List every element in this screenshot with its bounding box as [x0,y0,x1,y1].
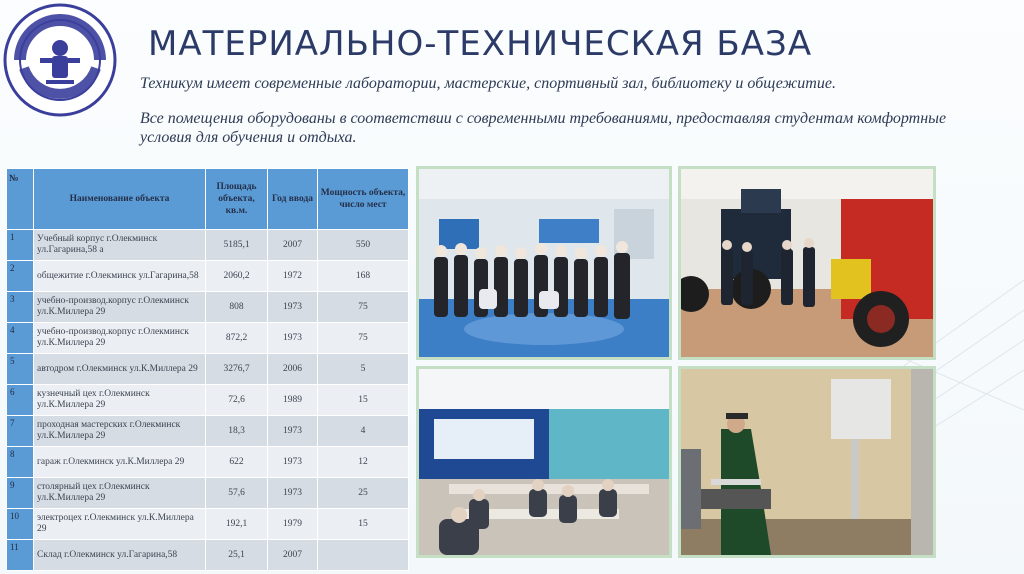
page-title: МАТЕРИАЛЬНО-ТЕХНИЧЕСКАЯ БАЗА [148,24,813,64]
header-name: Наименование объекта [34,169,206,230]
photo-electrical-workshop [678,366,936,558]
college-logo [2,2,118,118]
photo-classroom [416,366,672,558]
table-row [7,447,409,478]
cell-name: проходная мастерских г.Олекминск ул.К.Миллера 29 [34,416,206,447]
cell-area: 72,6 [206,385,268,416]
table-row [7,478,409,509]
cell-name: Учебный корпус г.Олекминск ул.Гагарина,58 а [34,230,206,261]
cell-capacity: 4 [318,416,409,447]
cell-area: 872,2 [206,323,268,354]
header-area: Площадь объекта, кв.м. [206,169,268,230]
cell-year: 1972 [268,261,318,292]
table-row [7,261,409,292]
table-row [7,385,409,416]
header-capacity: Мощность объекта, число мест [318,169,409,230]
cell-capacity: 75 [318,323,409,354]
cell-num: 8 [7,447,34,478]
cell-area: 2060,2 [206,261,268,292]
cell-year: 1989 [268,385,318,416]
cell-name: общежитие г.Олекминск ул.Гагарина,58 [34,261,206,292]
cell-name: автодром г.Олекминск ул.К.Миллера 29 [34,354,206,385]
table-header-row [7,169,409,230]
cell-area: 18,3 [206,416,268,447]
table-row [7,292,409,323]
table-row [7,354,409,385]
cell-num: 4 [7,323,34,354]
cell-name: гараж г.Олекминск ул.К.Миллера 29 [34,447,206,478]
cell-area: 622 [206,447,268,478]
cell-year: 1973 [268,416,318,447]
cell-area: 57,6 [206,478,268,509]
cell-capacity: 12 [318,447,409,478]
photo-sports-hall [416,166,672,360]
cell-year: 1973 [268,292,318,323]
header-year: Год ввода [268,169,318,230]
cell-name: учебно-производ.корпус г.Олекминск ул.К.Миллера 29 [34,292,206,323]
cell-area: 3276,7 [206,354,268,385]
cell-num: 5 [7,354,34,385]
cell-year: 1973 [268,447,318,478]
table-row [7,230,409,261]
cell-num: 3 [7,292,34,323]
cell-year: 1979 [268,509,318,540]
cell-num: 2 [7,261,34,292]
cell-name: кузнечный цех г.Олекминск ул.К.Миллера 29 [34,385,206,416]
cell-area: 25,1 [206,540,268,571]
cell-name: учебно-производ.корпус г.Олекминск ул.К.Миллера 29 [34,323,206,354]
cell-capacity: 5 [318,354,409,385]
cell-area: 808 [206,292,268,323]
cell-num: 1 [7,230,34,261]
intro-text-2: Все помещения оборудованы в соответствии с современными требованиями, предоставляя студентам комфортные условия для обучения и отдыха. [140,110,947,146]
cell-num: 9 [7,478,34,509]
cell-area: 5185,1 [206,230,268,261]
cell-num: 10 [7,509,34,540]
facilities-table [6,168,408,571]
cell-year: 1973 [268,323,318,354]
table-row [7,509,409,540]
cell-capacity: 75 [318,292,409,323]
cell-year: 2007 [268,540,318,571]
cell-name: электроцех г.Олекминск ул.К.Миллера 29 [34,509,206,540]
intro-text-1: Техникум имеет современные лаборатории, мастерские, спортивный зал, библиотеку и общежитие. [140,75,836,92]
cell-num: 7 [7,416,34,447]
header-num: № [7,169,34,230]
cell-year: 2006 [268,354,318,385]
cell-capacity: 168 [318,261,409,292]
table-row [7,323,409,354]
cell-capacity: 15 [318,509,409,540]
cell-name: Склад г.Олекминск ул.Гагарина,58 [34,540,206,571]
cell-capacity: 15 [318,385,409,416]
cell-capacity: 25 [318,478,409,509]
cell-year: 1973 [268,478,318,509]
cell-capacity: 550 [318,230,409,261]
cell-name: столярный цех г.Олекминск ул.К.Миллера 29 [34,478,206,509]
cell-area: 192,1 [206,509,268,540]
cell-year: 2007 [268,230,318,261]
table-row [7,540,409,571]
table-row [7,416,409,447]
cell-num: 6 [7,385,34,416]
cell-num: 11 [7,540,34,571]
cell-capacity [318,540,409,571]
photo-tractor-workshop [678,166,936,360]
